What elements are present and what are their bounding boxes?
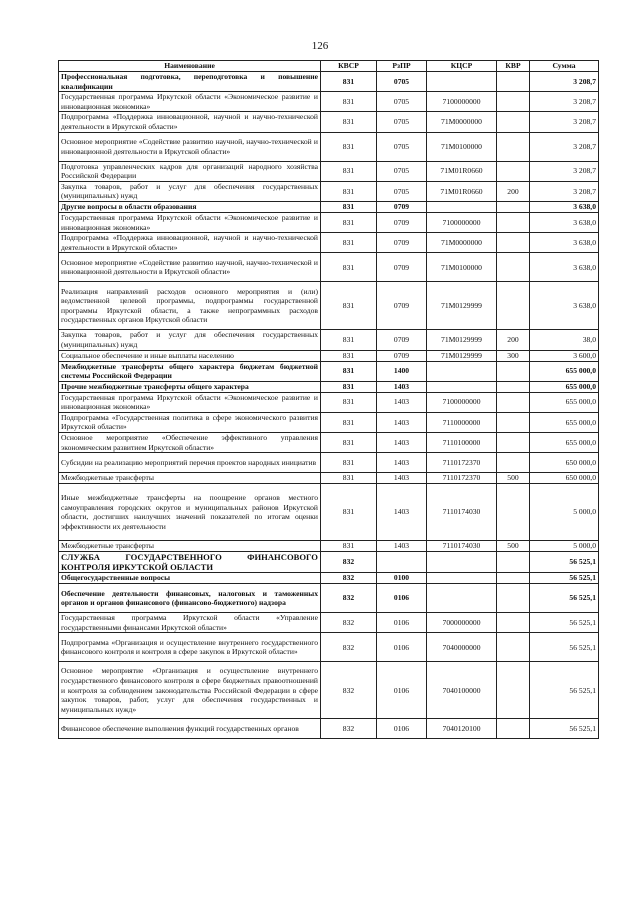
cell-kvr: 500 [497, 541, 530, 552]
cell-kvsr: 832 [321, 719, 377, 739]
cell-kcsr [427, 201, 497, 212]
cell-rzpr: 1403 [377, 412, 427, 432]
cell-sum: 3 208,7 [530, 112, 599, 132]
cell-kvsr: 831 [321, 361, 377, 381]
cell-kvr [497, 212, 530, 232]
table-row [59, 613, 599, 633]
cell-kvsr: 831 [321, 253, 377, 282]
cell-rzpr: 0106 [377, 633, 427, 662]
cell-kvsr: 831 [321, 233, 377, 253]
cell-name: Основное мероприятие «Обеспечение эффективного управления экономическим развитием Иркутской области» [59, 433, 321, 453]
cell-rzpr: 0709 [377, 201, 427, 212]
cell-rzpr: 1403 [377, 381, 427, 392]
cell-kvr [497, 132, 530, 161]
cell-sum: 38,0 [530, 330, 599, 350]
cell-kvr: 500 [497, 473, 530, 484]
cell-kvsr: 831 [321, 350, 377, 361]
cell-kcsr [427, 573, 497, 584]
cell-sum: 56 525,1 [530, 613, 599, 633]
cell-kvsr: 831 [321, 392, 377, 412]
cell-name: Общегосударственные вопросы [59, 573, 321, 584]
cell-kcsr: 7110172370 [427, 453, 497, 473]
cell-sum: 56 525,1 [530, 719, 599, 739]
cell-sum: 5 000,0 [530, 484, 599, 541]
cell-sum: 56 525,1 [530, 662, 599, 719]
cell-name: Обеспечение деятельности финансовых, налоговых и таможенных органов и органов финансового (финансово-бюджетного) надзора [59, 584, 321, 613]
cell-kvr [497, 361, 530, 381]
cell-sum: 3 638,0 [530, 233, 599, 253]
cell-rzpr: 0106 [377, 662, 427, 719]
cell-kvsr: 832 [321, 633, 377, 662]
cell-name: Подпрограмма «Поддержка инновационной, научной и научно-технической деятельности в Иркутской области» [59, 112, 321, 132]
cell-kvr [497, 282, 530, 330]
cell-name: Подготовка управленческих кадров для организаций народного хозяйства Российской Федерации [59, 161, 321, 181]
cell-name: Государственная программа Иркутской области «Управление государственными финансами Иркутской области» [59, 613, 321, 633]
cell-kvsr: 831 [321, 484, 377, 541]
cell-kcsr: 71М0100000 [427, 253, 497, 282]
page-number: 126 [311, 40, 329, 52]
cell-name: Закупка товаров, работ и услуг для обеспечения государственных (муниципальных) нужд [59, 181, 321, 201]
cell-kcsr: 71М0129999 [427, 282, 497, 330]
cell-rzpr: 0705 [377, 112, 427, 132]
table-row [59, 541, 599, 552]
cell-name: Реализация направлений расходов основного мероприятия и (или) ведомственной целевой программы, подпрограммы государственной программы Иркутской области, а также непрограммных расходов государственных органов Иркутской области [59, 282, 321, 330]
cell-kcsr [427, 584, 497, 613]
cell-kvr [497, 233, 530, 253]
cell-kcsr [427, 361, 497, 381]
cell-kvr [497, 392, 530, 412]
cell-kvsr: 831 [321, 433, 377, 453]
cell-kvsr: 831 [321, 453, 377, 473]
table-row [59, 662, 599, 719]
cell-kcsr [427, 72, 497, 92]
cell-sum: 3 208,7 [530, 161, 599, 181]
table-row [59, 573, 599, 584]
cell-kcsr [427, 381, 497, 392]
cell-sum: 3 208,7 [530, 92, 599, 112]
cell-name: Социальное обеспечение и иные выплаты населению [59, 350, 321, 361]
cell-kvr [497, 112, 530, 132]
cell-rzpr: 0709 [377, 212, 427, 232]
table-row [59, 484, 599, 541]
cell-name: Подпрограмма «Организация и осуществление внутреннего государственного финансового контроля и контроля в сфере закупок в Иркутской области» [59, 633, 321, 662]
cell-name: Основное мероприятие «Содействие развитию научной, научно-технической и инновационной деятельности в Иркутской области» [59, 253, 321, 282]
cell-kvsr: 831 [321, 92, 377, 112]
table-row [59, 473, 599, 484]
cell-kvsr: 831 [321, 181, 377, 201]
cell-kvr [497, 381, 530, 392]
cell-kcsr: 7110000000 [427, 412, 497, 432]
cell-rzpr: 1403 [377, 541, 427, 552]
cell-kvr [497, 253, 530, 282]
cell-rzpr: 1403 [377, 433, 427, 453]
column-header-kcsr: КЦСР [427, 61, 497, 72]
cell-rzpr [377, 552, 427, 573]
cell-kvr [497, 201, 530, 212]
table-row [59, 633, 599, 662]
cell-name: Государственная программа Иркутской области «Экономическое развитие и инновационная экономика» [59, 392, 321, 412]
table-row [59, 201, 599, 212]
cell-kvr [497, 92, 530, 112]
cell-name: Подпрограмма «Поддержка инновационной, научной и научно-технической деятельности в Иркутской области» [59, 233, 321, 253]
cell-kvr [497, 584, 530, 613]
cell-kvr [497, 633, 530, 662]
table-row [59, 453, 599, 473]
cell-sum: 3 638,0 [530, 201, 599, 212]
cell-rzpr: 0705 [377, 161, 427, 181]
cell-rzpr: 0106 [377, 613, 427, 633]
cell-kvsr: 831 [321, 330, 377, 350]
cell-kcsr: 7100000000 [427, 392, 497, 412]
cell-sum: 3 638,0 [530, 212, 599, 232]
cell-kvsr: 831 [321, 132, 377, 161]
cell-name: Другие вопросы в области образования [59, 201, 321, 212]
cell-kvr: 200 [497, 181, 530, 201]
cell-name: Закупка товаров, работ и услуг для обеспечения государственных (муниципальных) нужд [59, 330, 321, 350]
cell-kcsr: 7040100000 [427, 662, 497, 719]
cell-kvsr: 831 [321, 412, 377, 432]
cell-rzpr: 1403 [377, 473, 427, 484]
table-header-row [59, 61, 599, 72]
cell-kcsr: 71М0000000 [427, 112, 497, 132]
cell-kvr [497, 433, 530, 453]
cell-kcsr: 7000000000 [427, 613, 497, 633]
cell-sum: 3 208,7 [530, 181, 599, 201]
cell-sum: 655 000,0 [530, 433, 599, 453]
cell-rzpr: 0705 [377, 181, 427, 201]
cell-sum: 650 000,0 [530, 453, 599, 473]
cell-sum: 3 208,7 [530, 132, 599, 161]
cell-rzpr: 1400 [377, 361, 427, 381]
cell-kcsr: 7110174030 [427, 541, 497, 552]
cell-kvsr: 831 [321, 381, 377, 392]
column-header-sum: Сумма [530, 61, 599, 72]
table-row [59, 584, 599, 613]
cell-kvr [497, 161, 530, 181]
cell-rzpr: 0705 [377, 72, 427, 92]
cell-sum: 3 208,7 [530, 72, 599, 92]
table-row [59, 282, 599, 330]
cell-rzpr: 1403 [377, 484, 427, 541]
cell-sum: 655 000,0 [530, 381, 599, 392]
cell-rzpr: 0709 [377, 282, 427, 330]
table-row [59, 181, 599, 201]
cell-sum: 650 000,0 [530, 473, 599, 484]
cell-name: СЛУЖБА ГОСУДАРСТВЕННОГО ФИНАНСОВОГО КОНТРОЛЯ ИРКУТСКОЙ ОБЛАСТИ [59, 552, 321, 573]
table-row [59, 72, 599, 92]
table-row [59, 92, 599, 112]
cell-kvr [497, 484, 530, 541]
table-row [59, 552, 599, 573]
cell-kvr [497, 719, 530, 739]
table-row [59, 161, 599, 181]
cell-kvr [497, 72, 530, 92]
column-header-name: Наименование [59, 61, 321, 72]
table-row [59, 361, 599, 381]
cell-name: Подпрограмма «Государственная политика в сфере экономического развития Иркутской области» [59, 412, 321, 432]
cell-kvsr: 832 [321, 573, 377, 584]
cell-kvr [497, 453, 530, 473]
cell-name: Иные межбюджетные трансферты на поощрение органов местного самоуправления городских округов и муниципальных районов Иркутской области, достигших наилучших значений показателей по итогам оценки эффективности их деятельности [59, 484, 321, 541]
cell-name: Межбюджетные трансферты [59, 541, 321, 552]
table-row [59, 330, 599, 350]
cell-name: Финансовое обеспечение выполнения функций государственных органов [59, 719, 321, 739]
table-row [59, 433, 599, 453]
cell-sum: 56 525,1 [530, 552, 599, 573]
table-row [59, 212, 599, 232]
cell-rzpr: 0100 [377, 573, 427, 584]
cell-rzpr: 0106 [377, 584, 427, 613]
cell-name: Государственная программа Иркутской области «Экономическое развитие и инновационная экономика» [59, 212, 321, 232]
cell-kvsr: 832 [321, 613, 377, 633]
cell-kcsr: 71М01R0660 [427, 181, 497, 201]
column-header-kvsr: КВСР [321, 61, 377, 72]
cell-kvsr: 831 [321, 473, 377, 484]
table-body [59, 72, 599, 739]
cell-sum: 5 000,0 [530, 541, 599, 552]
cell-name: Основное мероприятие «Содействие развитию научной, научно-технической и инновационной деятельности в Иркутской области» [59, 132, 321, 161]
cell-kvr [497, 573, 530, 584]
table-row [59, 112, 599, 132]
cell-rzpr: 1403 [377, 453, 427, 473]
cell-sum: 56 525,1 [530, 633, 599, 662]
table-row [59, 719, 599, 739]
cell-kcsr: 7110174030 [427, 484, 497, 541]
table-row [59, 381, 599, 392]
cell-kcsr: 7040120100 [427, 719, 497, 739]
table-row [59, 253, 599, 282]
cell-kvsr: 832 [321, 662, 377, 719]
cell-kcsr: 7110172370 [427, 473, 497, 484]
cell-sum: 655 000,0 [530, 392, 599, 412]
cell-name: Межбюджетные трансферты [59, 473, 321, 484]
cell-kvsr: 831 [321, 72, 377, 92]
cell-kvsr: 831 [321, 282, 377, 330]
cell-sum: 3 638,0 [530, 253, 599, 282]
cell-kvr [497, 412, 530, 432]
column-header-rzpr: РзПР [377, 61, 427, 72]
cell-kvsr: 831 [321, 201, 377, 212]
cell-kvsr: 831 [321, 112, 377, 132]
table-row [59, 132, 599, 161]
cell-rzpr: 0709 [377, 350, 427, 361]
cell-name: Государственная программа Иркутской области «Экономическое развитие и инновационная экономика» [59, 92, 321, 112]
cell-kcsr: 7100000000 [427, 212, 497, 232]
cell-name: Основное мероприятие «Организация и осуществление внутреннего государственного финансового контроля в сфере бюджетных правоотношений и контроля за соблюдением законодательства Российской Федерации в сфере закупок товаров, работ, услуг для обеспечения государственных и муниципальных нужд» [59, 662, 321, 719]
cell-kvsr: 832 [321, 584, 377, 613]
cell-kcsr: 71М0100000 [427, 132, 497, 161]
cell-kcsr: 71М0000000 [427, 233, 497, 253]
cell-kcsr: 71М0129999 [427, 330, 497, 350]
cell-kvsr: 831 [321, 161, 377, 181]
cell-sum: 56 525,1 [530, 573, 599, 584]
cell-kvr [497, 552, 530, 573]
cell-rzpr: 0709 [377, 253, 427, 282]
cell-sum: 655 000,0 [530, 412, 599, 432]
table-row [59, 350, 599, 361]
cell-rzpr: 0106 [377, 719, 427, 739]
budget-table [58, 60, 599, 739]
column-header-kvr: КВР [497, 61, 530, 72]
cell-kcsr: 7110100000 [427, 433, 497, 453]
cell-kvr [497, 613, 530, 633]
cell-kcsr: 71М0129999 [427, 350, 497, 361]
cell-sum: 655 000,0 [530, 361, 599, 381]
cell-kvr: 300 [497, 350, 530, 361]
cell-kcsr [427, 552, 497, 573]
cell-kvsr: 831 [321, 212, 377, 232]
cell-kcsr: 7040000000 [427, 633, 497, 662]
cell-sum: 56 525,1 [530, 584, 599, 613]
cell-rzpr: 1403 [377, 392, 427, 412]
cell-kcsr: 71М01R0660 [427, 161, 497, 181]
cell-kvsr: 831 [321, 541, 377, 552]
cell-sum: 3 638,0 [530, 282, 599, 330]
cell-rzpr: 0709 [377, 330, 427, 350]
table-row [59, 392, 599, 412]
cell-rzpr: 0705 [377, 92, 427, 112]
cell-name: Прочие межбюджетные трансферты общего характера [59, 381, 321, 392]
cell-name: Профессиональная подготовка, переподготовка и повышение квалификации [59, 72, 321, 92]
cell-kvr [497, 662, 530, 719]
cell-kvr: 200 [497, 330, 530, 350]
table-row [59, 233, 599, 253]
table-row [59, 412, 599, 432]
cell-name: Субсидии на реализацию мероприятий перечня проектов народных инициатив [59, 453, 321, 473]
cell-kvsr: 832 [321, 552, 377, 573]
cell-rzpr: 0705 [377, 132, 427, 161]
cell-rzpr: 0709 [377, 233, 427, 253]
cell-kcsr: 7100000000 [427, 92, 497, 112]
cell-sum: 3 600,0 [530, 350, 599, 361]
cell-name: Межбюджетные трансферты общего характера бюджетам бюджетной системы Российской Федерации [59, 361, 321, 381]
